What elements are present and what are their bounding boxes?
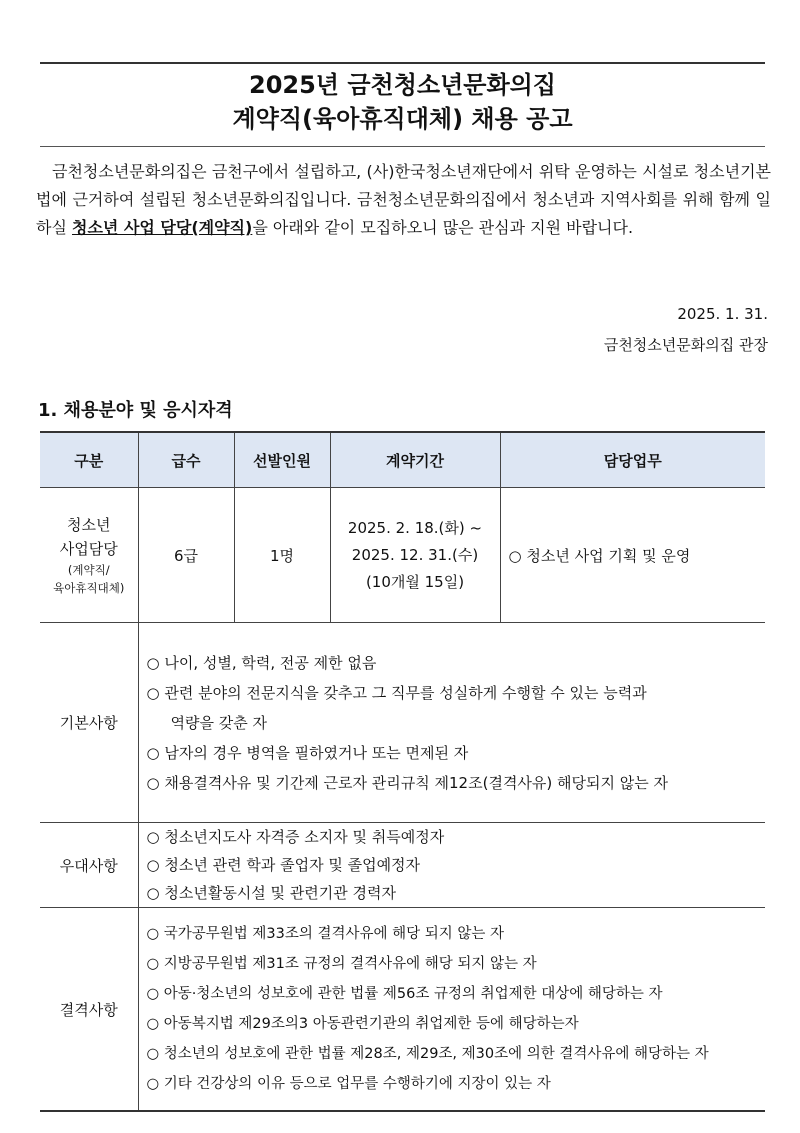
list-item: ○ 아동복지법 제29조의3 아동관련기관의 취업제한 등에 해당하는자 [146,1016,579,1032]
disq-label: 결격사항 [40,908,138,1112]
period-line-1: 2025. 2. 18.(화) ~ [347,518,483,537]
disq-content [138,908,765,1112]
header-duty: 담당업무 [500,432,765,488]
intro-text-after: 을 아래와 같이 모집하오니 많은 관심과 지원 바랍니다. [252,218,634,237]
list-item: ○ 국가공무원법 제33조의 결격사유에 해당 되지 않는 자 [146,926,505,942]
header-count: 선발인원 [234,432,330,488]
category-sub-1: (계약직/ [67,563,110,577]
intro-text-before: 금천청소년문화의집은 금천구에서 설립하고, (사)한국청소년재단에서 위탁 운영하는 시설로 청소년기본법에 근거하여 설립된 청소년문화의집입니다. 금천청소년문화의집에서 청소년과 지역사회를 위해 함께 일하실 [36,162,771,237]
header-category: 구분 [40,432,138,488]
title-box [40,62,765,147]
prefer-content [138,823,765,908]
prefer-label: 우대사항 [40,823,138,908]
list-item: ○ 관련 분야의 전문지식을 갖추고 그 직무를 성실하게 수행할 수 있는 능력과 [146,683,647,702]
recruitment-table [40,431,765,1112]
list-item: ○ 청소년의 성보호에 관한 법률 제28조, 제29조, 제30조에 의한 결격사유에 해당하는 자 [146,1046,709,1062]
cell-period [330,488,500,623]
title-line-2: 계약직(육아휴직대체) 채용 공고 [232,105,573,133]
cell-duty: ○ 청소년 사업 기획 및 운영 [500,488,765,623]
list-item: ○ 남자의 경우 병역을 필하였거나 또는 면제된 자 [146,743,469,762]
title-line-1: 2025년 금천청소년문화의집 [249,71,556,99]
category-main-1: 청소년 [67,516,111,534]
cell-count: 1명 [234,488,330,623]
section-title: 1. 채용분야 및 응시자격 [38,400,233,421]
cell-category [40,488,138,623]
list-item: 역량을 갖춘 자 [170,713,267,732]
header-grade: 급수 [138,432,234,488]
basic-label: 기본사항 [40,623,138,823]
category-main-2: 사업담당 [59,540,118,558]
intro-highlight: 청소년 사업 담당(계약직) [72,218,253,237]
table-row [40,823,765,908]
list-item: ○ 청소년 관련 학과 졸업자 및 졸업예정자 [146,856,421,874]
list-item: ○ 청소년활동시설 및 관련기관 경력자 [146,884,397,902]
basic-content [138,623,765,823]
table-row [40,623,765,823]
list-item: ○ 지방공무원법 제31조 규정의 결격사유에 해당 되지 않는 자 [146,956,537,972]
table-row [40,488,765,623]
notice-date: 2025. 1. 31. [677,305,768,323]
header-period: 계약기간 [330,432,500,488]
list-item: ○ 기타 건강상의 이유 등으로 업무를 수행하기에 지장이 있는 자 [146,1076,551,1092]
list-item: ○ 청소년지도사 자격증 소지자 및 취득예정자 [146,828,445,846]
category-sub-2: 육아휴직대체) [53,581,125,595]
cell-grade: 6급 [138,488,234,623]
intro-paragraph [36,158,771,242]
table-row [40,908,765,1112]
table-header-row [40,432,765,488]
period-line-2: 2025. 12. 31.(수) [351,545,479,564]
list-item: ○ 나이, 성별, 학력, 전공 제한 없음 [146,653,377,672]
notice-org: 금천청소년문화의집 관장 [603,336,768,354]
period-line-3: (10개월 15일) [365,572,465,591]
list-item: ○ 채용결격사유 및 기간제 근로자 관리규칙 제12조(결격사유) 해당되지 않는 자 [146,773,668,792]
list-item: ○ 아동·청소년의 성보호에 관한 법률 제56조 규정의 취업제한 대상에 해당하는 자 [146,986,663,1002]
